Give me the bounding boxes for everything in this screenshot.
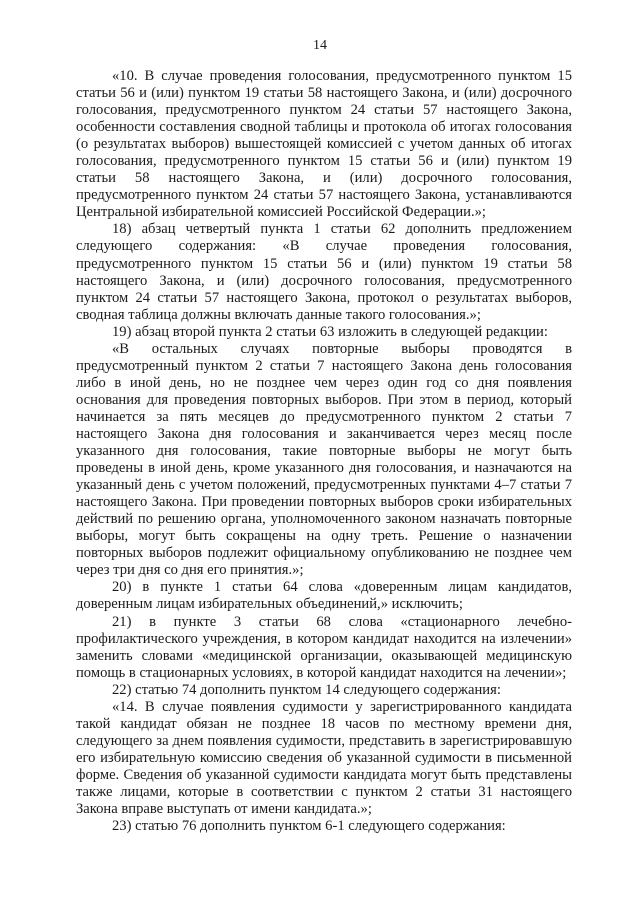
page-number: 14 — [313, 38, 327, 53]
paragraph-item-10-text: «10. В случае проведения голосования, предусмотренного пунктом 15 статьи 56 и (или) пунктом 19 статьи 58 настоящего Закона, и (или) досрочного голосования, предусмотренного пунктом 24 статьи 57 настоящего Закона, особенности составления сводной таблицы и протокола об итогах голосования (о результатах выборов) вышестоящей комиссией с учетом данных об итогах голосования, предусмотренного пунктом 15 статьи 56 и (или) пунктом 19 статьи 58 настоящего Закона, и (или) досрочного голосования, предусмотренного пунктом 24 статьи 57 настоящего Закона, устанавливаются Центральной избирательной комиссией Российской Федерации.»; — [76, 68, 572, 221]
paragraph-repeat-elections-text: «В остальных случаях повторные выборы проводятся в предусмотренный пунктом 2 статьи 7 настоящего Закона день голосования либо в иной день, но не позднее чем через один год со дня появления основания для проведения повторных выборов. При этом в период, который начинается за пять месяцев до предусмотренного пунктом 2 статьи 7 настоящего Закона дня голосования и заканчивается через месяц после указанного дня голосования, такие повторные выборы не могут быть проведены в иной день, кроме указанного дня голосования, и назначаются на указанный день с учетом положений, предусмотренных пунктами 4–7 статьи 7 настоящего Закона. При проведении повторных выборов сроки избирательных действий по решению органа, уполномоченного законом назначать повторные выборы, могут быть сокращены на одну треть. Решение о назначении повторных выборов подлежит официальному опубликованию не позднее чем через три дня со дня его принятия.»; — [76, 340, 572, 579]
paragraph-amendment-18: 18) абзац четвертый пункта 1 статьи 62 дополнить предложением следующего содержания: «В случае проведения голосования, предусмотренного пунктом 15 статьи 56 и (или) пунктом 19 статьи 58 настоящего Закона, и (или) досрочного голосования, предусмотренного пунктом 24 статьи 57 настоящего Закона, протокол о результатах выборов, сводная таблица должны включать данные такого голосования.»; — [76, 221, 572, 323]
paragraph-item-14-text: «14. В случае появления судимости у зарегистрированного кандидата такой кандидат обязан не позднее 18 часов по местному времени дня, следующего за днем появления судимости, представить в зарегистрировавшую его избирательную комиссию сведения об указанной судимости в письменной форме. Сведения об указанной судимости кандидата могут быть представлены также лицами, которые в соответствии с пунктом 2 статьи 31 настоящего Закона вправе выступать от имени кандидата.»; — [76, 698, 572, 818]
document-body — [76, 68, 572, 835]
paragraph-amendment-21: 21) в пункте 3 статьи 68 слова «стационарного лечебно-профилактического учреждения, в котором кандидат находится на излечении» заменить словами «медицинской организации, оказывающей медицинскую помощь в стационарных условиях, в которой кандидат находится на лечении»; — [76, 613, 572, 681]
paragraph-amendment-19: 19) абзац второй пункта 2 статьи 63 изложить в следующей редакции: — [112, 323, 548, 340]
paragraph-amendment-20: 20) в пункте 1 статьи 64 слова «доверенным лицам кандидатов, доверенным лицам избирательных объединений,» исключить; — [76, 579, 572, 613]
paragraph-amendment-23: 23) статью 76 дополнить пунктом 6-1 следующего содержания: — [112, 818, 506, 835]
paragraph-amendment-22: 22) статью 74 дополнить пунктом 14 следующего содержания: — [112, 681, 501, 698]
